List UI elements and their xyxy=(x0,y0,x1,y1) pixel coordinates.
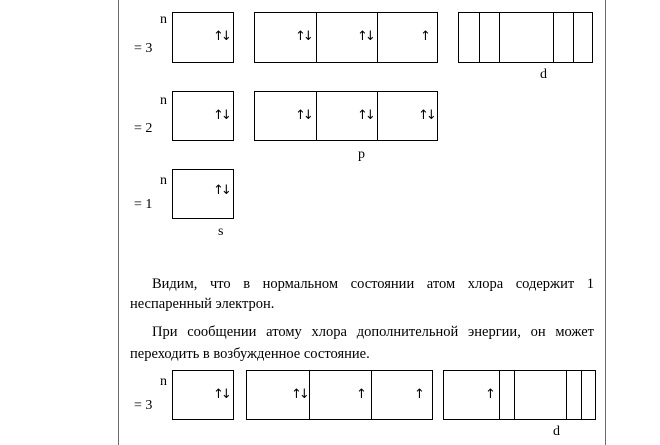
d-orbital-cell xyxy=(514,371,566,419)
n3-d-orbitals xyxy=(458,12,593,63)
level-2-label: = 2 xyxy=(134,121,153,136)
p-orbital-cell xyxy=(371,371,432,419)
p-orbital-cell xyxy=(377,13,437,62)
spin-pair-icon: ↑↓ xyxy=(295,108,311,123)
d-orbital-cell xyxy=(499,13,553,62)
d-orbital-cell xyxy=(573,13,592,62)
n-label: n xyxy=(160,173,167,188)
spin-pair-icon: ↑↓ xyxy=(295,29,311,44)
spin-pair-icon: ↑↓ xyxy=(357,108,373,123)
spin-pair-icon: ↑↓ xyxy=(213,29,229,44)
n-label: n xyxy=(160,93,167,108)
spin-up-icon: ↑ xyxy=(356,387,364,402)
d-sublevel-label: d xyxy=(553,424,560,439)
paragraph-1-line-2: неспаренный электрон. xyxy=(130,296,275,312)
d-orbital-cell xyxy=(499,371,514,419)
spin-pair-icon: ↑↓ xyxy=(213,108,229,123)
excited-n3-p-orbitals xyxy=(246,370,433,420)
p-orbital-cell xyxy=(316,13,377,62)
page-margin-line-right xyxy=(605,0,606,445)
p-orbital-cell xyxy=(255,92,316,140)
n3-p-orbitals xyxy=(254,12,438,63)
spin-pair-icon: ↑↓ xyxy=(418,108,434,123)
p-orbital-cell xyxy=(316,92,377,140)
p-orbital-cell xyxy=(377,92,437,140)
n2-p-orbitals xyxy=(254,91,438,141)
n3-s-orbital xyxy=(172,12,234,63)
d-sublevel-label: d xyxy=(540,67,547,82)
spin-up-icon: ↑ xyxy=(485,387,493,402)
paragraph-2-line-1: При сообщении атому хлора дополнительной энергии, он может xyxy=(152,324,594,340)
spin-pair-icon: ↑↓ xyxy=(357,29,373,44)
spin-up-icon: ↑ xyxy=(414,387,422,402)
n-label: n xyxy=(160,12,167,27)
d-orbital-cell xyxy=(444,371,499,419)
level-3-label: = 3 xyxy=(134,41,153,56)
p-sublevel-label: p xyxy=(358,147,365,162)
excited-n3-s-orbital xyxy=(172,370,234,420)
page-margin-line-left xyxy=(118,0,119,445)
n1-s-orbital xyxy=(172,169,234,219)
n-label: n xyxy=(160,374,167,389)
d-orbital-cell xyxy=(459,13,479,62)
spin-pair-icon: ↑↓ xyxy=(213,387,229,402)
level-1-label: = 1 xyxy=(134,197,153,212)
d-orbital-cell xyxy=(566,371,581,419)
d-orbital-cell xyxy=(479,13,499,62)
n2-s-orbital xyxy=(172,91,234,141)
spin-pair-icon: ↑↓ xyxy=(213,183,229,198)
paragraph-1-line-1: Видим, что в нормальном состоянии атом хлора содержит 1 xyxy=(152,276,594,292)
d-orbital-cell xyxy=(553,13,573,62)
s-sublevel-label: s xyxy=(218,224,224,239)
spin-up-icon: ↑ xyxy=(420,29,428,44)
level-3-label: = 3 xyxy=(134,398,153,413)
p-orbital-cell xyxy=(309,371,371,419)
d-orbital-cell xyxy=(581,371,595,419)
spin-pair-icon: ↑↓ xyxy=(291,387,307,402)
p-orbital-cell xyxy=(247,371,309,419)
p-orbital-cell xyxy=(255,13,316,62)
paragraph-2-line-2: переходить в возбужденное состояние. xyxy=(130,346,370,362)
excited-n3-d-orbitals xyxy=(443,370,596,420)
